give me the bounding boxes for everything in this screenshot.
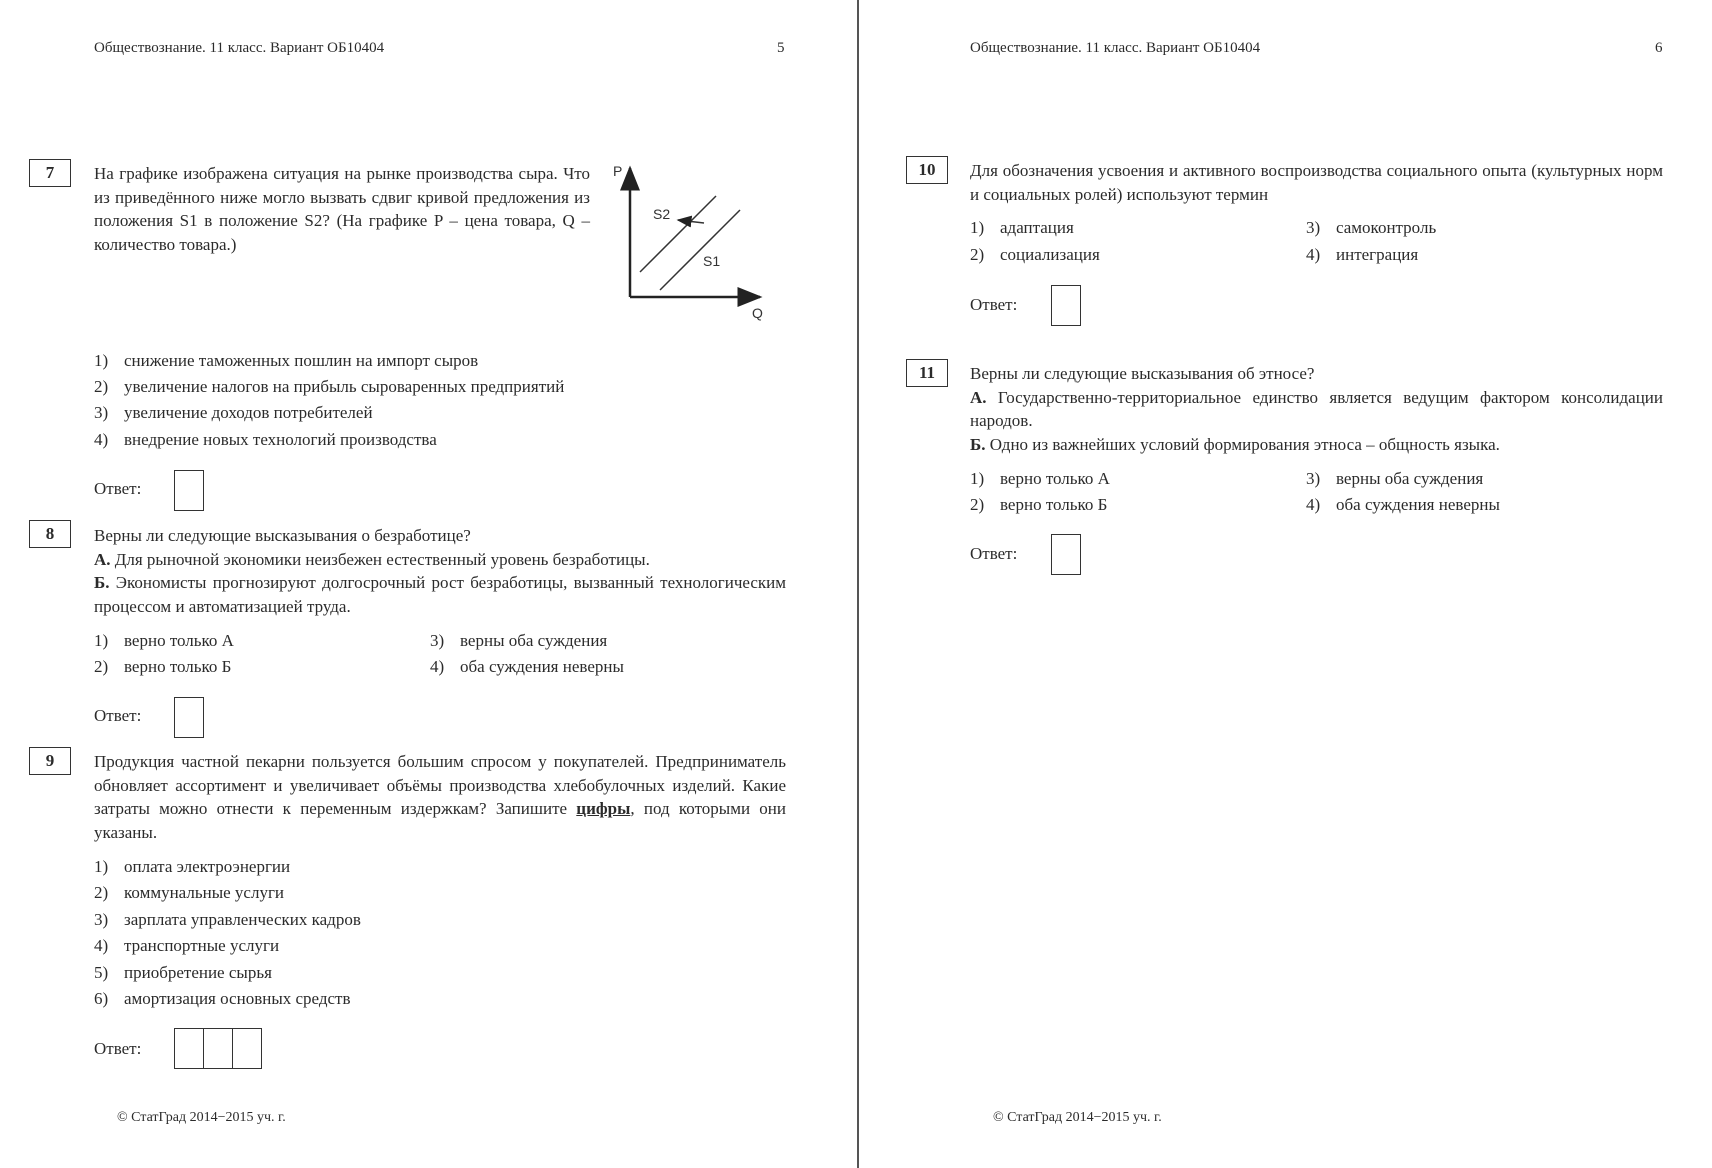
q11-statement-a: А. Государственно-территориальное единство является ведущим фактором консолидации народов. (970, 387, 1663, 430)
question-number-9: 9 (29, 747, 71, 775)
question-7-text: На графике изображена ситуация на рынке производства сыра. Что из приведённого ниже могло вызвать сдвиг кривой предложения из положения S1 в положение S2? (На графике P – цена товара, Q – количество товара.) (94, 164, 590, 254)
question-number-7: 7 (29, 159, 71, 187)
q7-option-2: 2) увеличение налогов на прибыль сыроваренных предприятий (94, 377, 565, 396)
q9-option-6: 6) амортизация основных средств (94, 989, 351, 1008)
supply-shift-graph (610, 162, 770, 322)
question-11-text (970, 362, 1663, 456)
q9-option-5: 5) приобретение сырья (94, 963, 272, 982)
q8-statement-a: А. Для рыночной экономики неизбежен естественный уровень безработицы. (94, 549, 650, 569)
q10-answer-label: Ответ: (970, 295, 1018, 314)
q9-option-2: 2) коммунальные услуги (94, 883, 285, 902)
q11-answer-box[interactable] (1051, 534, 1081, 575)
left-page-footer: © СтатГрад 2014−2015 уч. г. (117, 1110, 286, 1125)
q8-option-3: 3) верны оба суждения (430, 631, 608, 650)
q11-answer-label: Ответ: (970, 544, 1018, 563)
right-page-number: 6 (1655, 40, 1663, 56)
left-page-number: 5 (777, 40, 785, 56)
q10-option-3: 3) самоконтроль (1306, 218, 1437, 237)
question-10-text: Для обозначения усвоения и активного воспроизводства социального опыта (культурных норм и социальных ролей) используют термин (970, 161, 1663, 204)
q11-option-4: 4) оба суждения неверны (1306, 495, 1500, 514)
q10-option-4: 4) интеграция (1306, 245, 1419, 264)
q9-answer-box-3[interactable] (232, 1028, 262, 1069)
left-page-header: Обществознание. 11 класс. Вариант ОБ10404 (94, 40, 385, 56)
question-number-8: 8 (29, 520, 71, 548)
question-8-text (94, 524, 786, 618)
q9-option-1: 1) оплата электроэнергии (94, 857, 291, 876)
q8-question: Верны ли следующие высказывания о безработице? (94, 526, 471, 545)
right-page-footer: © СтатГрад 2014−2015 уч. г. (993, 1110, 1162, 1125)
q11-option-1: 1) верно только А (970, 469, 1110, 488)
q7-option-4: 4) внедрение новых технологий производства (94, 430, 437, 449)
q10-answer-box[interactable] (1051, 285, 1081, 326)
q9-emphasis: цифры (576, 799, 631, 818)
q7-option-3: 3) увеличение доходов потребителей (94, 403, 373, 422)
graph-x-label: Q (752, 305, 763, 321)
q8-answer-label: Ответ: (94, 706, 142, 725)
q7-answer-label: Ответ: (94, 479, 142, 498)
question-number-10: 10 (906, 156, 948, 184)
q8-option-1: 1) верно только А (94, 631, 234, 650)
q11-question: Верны ли следующие высказывания об этносе? (970, 364, 1315, 383)
q8-option-4: 4) оба суждения неверны (430, 657, 624, 676)
q9-option-4: 4) транспортные услуги (94, 936, 280, 955)
page-divider (857, 0, 859, 1168)
graph-label-s1: S1 (703, 253, 721, 269)
graph-y-label: P (613, 163, 623, 179)
q11-option-2: 2) верно только Б (970, 495, 1108, 514)
graph-label-s2: S2 (653, 206, 671, 222)
right-page-header: Обществознание. 11 класс. Вариант ОБ10404 (970, 40, 1261, 56)
q8-answer-box[interactable] (174, 697, 204, 738)
q7-answer-box[interactable] (174, 470, 204, 511)
question-9-text: Продукция частной пекарни пользуется большим спросом у покупателей. Предприниматель обновляет ассортимент и увеличивает объёмы производства хлебобулочных изделий. Какие затраты можно отнести к переменным издержкам? Запишите цифры, под которыми они указаны. (94, 752, 786, 842)
q11-statement-b: Б. Одно из важнейших условий формирования этноса – общность языка. (970, 434, 1500, 454)
q10-option-2: 2) социализация (970, 245, 1100, 264)
q8-option-2: 2) верно только Б (94, 657, 232, 676)
question-number-11: 11 (906, 359, 948, 387)
q11-option-3: 3) верны оба суждения (1306, 469, 1484, 488)
q10-option-1: 1) адаптация (970, 218, 1074, 237)
q9-option-3: 3) зарплата управленческих кадров (94, 910, 361, 929)
q7-option-1: 1) снижение таможенных пошлин на импорт сыров (94, 351, 479, 370)
q9-answer-box-1[interactable] (174, 1028, 204, 1069)
q8-statement-b: Б. Экономисты прогнозируют долгосрочный рост безработицы, вызванный технологическим процессом и автоматизацией труда. (94, 573, 787, 616)
q9-answer-box-2[interactable] (203, 1028, 233, 1069)
q9-answer-label: Ответ: (94, 1039, 142, 1058)
